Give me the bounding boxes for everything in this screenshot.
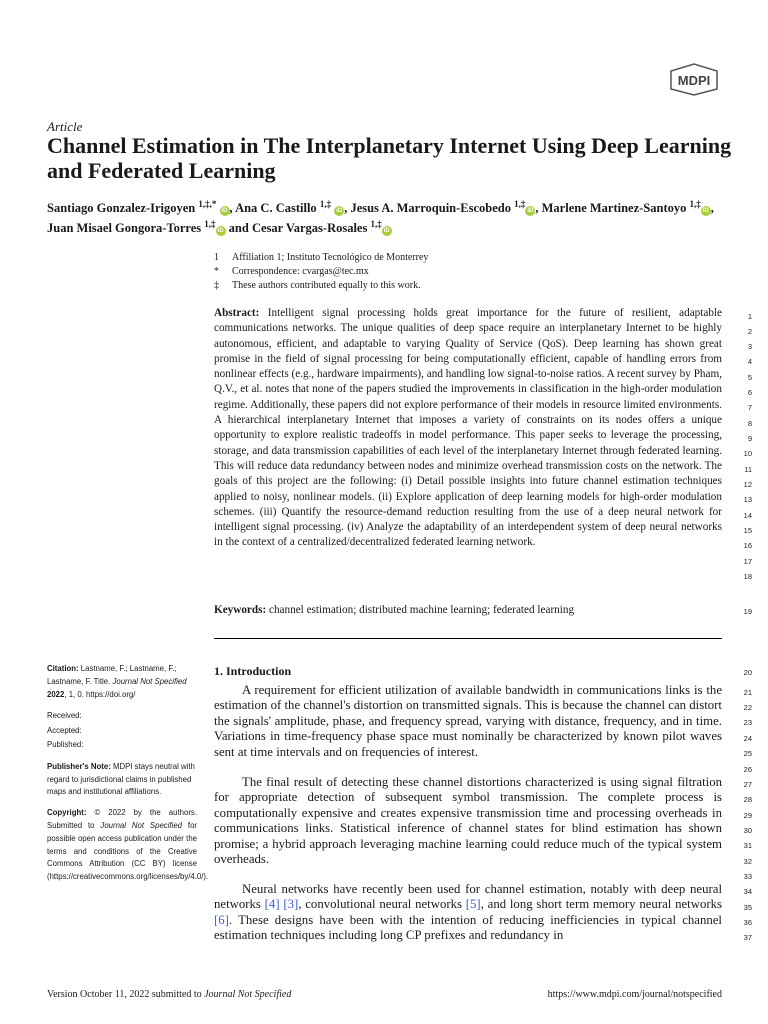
section-divider <box>214 638 722 639</box>
copyright-journal: Journal Not Specified <box>100 821 182 831</box>
footer-version-text: Version October 11, 2022 submitted to <box>47 989 202 1000</box>
correspondence-text: Correspondence: cvargas@tec.mx <box>232 266 369 277</box>
line-number: 8 <box>747 419 752 428</box>
author-name: Juan Misael Gongora-Torres <box>47 221 202 235</box>
copyright-license[interactable]: for possible open access publication under the terms and conditions of the Creative Commons Attribution (CC BY) license (https://creativecommons.org/licenses/by/4.0/). <box>47 821 209 882</box>
abstract-label: Abstract: <box>214 307 260 319</box>
line-number: 19 <box>743 607 752 616</box>
line-number: 32 <box>743 857 752 866</box>
equal-contribution-text: These authors contributed equally to this work. <box>232 280 421 291</box>
copyright-label: Copyright: <box>47 808 87 818</box>
line-number: 10 <box>743 449 752 458</box>
line-number: 29 <box>743 811 752 820</box>
citation-doi[interactable]: , 1, 0. https://doi.org/ <box>64 689 136 699</box>
line-number: 9 <box>747 434 752 443</box>
line-number: 26 <box>743 765 752 774</box>
published-label: Published: <box>47 740 84 750</box>
line-number: 30 <box>743 826 752 835</box>
paragraph-text-segment: , convolutional neural networks <box>298 897 466 912</box>
affiliations <box>214 251 428 293</box>
line-number: 11 <box>744 465 752 474</box>
orcid-icon[interactable]: iD <box>527 208 534 214</box>
author-name: Ana C. Castillo <box>235 201 317 215</box>
publisher-note-text: MDPI stays neutral with regard to jurisdictional claims in published maps and institutional affiliations. <box>47 761 195 797</box>
line-number: 23 <box>743 718 752 727</box>
citation-link[interactable]: [5] <box>465 897 481 912</box>
line-number: 31 <box>743 841 752 850</box>
line-number: 28 <box>743 795 752 804</box>
line-number: 15 <box>743 526 752 535</box>
paragraph-text: A requirement for efficient utilization of available bandwidth in communications links is the estimation of the channel's distortion on transmitted signals. This is because the channel can distort the signals' amplitude, phase, and frequency spread, varying with distance, frequency, and in time. Variations in time-frequency phase space must nominally be characterized by known pilot waves sent at time intervals and on frequencies of interest. <box>214 683 722 759</box>
line-number: 24 <box>743 734 752 743</box>
author-list: Santiago Gonzalez-Irigoyen $^{1,\ddagger,*}$ iD , Ana C. Castillo $^{1,\ddagger}$ iD , Jesus A. Marroquin-Escobedo $^{1,\ddagger}$iD , Marlene Martinez-Santoyo $^{1,\ddagger}$iD , Juan Misael Gongora-Torres $^{1,\ddagger}$iD and Cesar Vargas-Rosales $^{1,\ddagger}$iD <box>47 199 714 235</box>
copyright-text: © 2022 by the authors. Submitted to <box>47 808 197 831</box>
line-number: 22 <box>743 703 752 712</box>
author-name: Jesus A. Marroquin-Escobedo <box>350 201 511 215</box>
intro-paragraph-3 <box>214 882 722 944</box>
affiliation-mark: 1 <box>214 252 219 263</box>
mdpi-logo <box>667 62 721 96</box>
line-number: 6 <box>747 388 752 397</box>
footer-journal-url[interactable]: https://www.mdpi.com/journal/notspecified <box>547 989 722 1000</box>
publisher-note-label: Publisher's Note: <box>47 761 111 771</box>
paragraph-text: The final result of detecting these channel distortions characterized is using signal filtration for appropriate detection of subsequent symbol transmission. The complete process is computationally expensive and creates expensive transmission time and processing overheads in communications links. Statistical inference of channel states for blind estimation has shown promise; a hybrid approach leveraging machine learning could reduce much of the typical system overheads. <box>214 775 722 867</box>
line-number: 16 <box>743 541 752 550</box>
author-name: Santiago Gonzalez-Irigoyen <box>47 201 196 215</box>
line-number: 5 <box>747 373 752 382</box>
line-number: 14 <box>743 511 752 520</box>
paper-title: Channel Estimation in The Interplanetary Internet Using Deep Learning and Federated Learning <box>47 133 732 183</box>
orcid-icon[interactable]: iD <box>336 208 343 214</box>
citation-text: Lastname, F.; Lastname, F.; Lastname, F. Title. <box>47 664 177 686</box>
citation-block <box>47 663 197 701</box>
line-number: 33 <box>743 872 752 881</box>
orcid-icon[interactable]: iD <box>221 208 228 214</box>
line-number: 27 <box>743 780 752 789</box>
keywords-label: Keywords: <box>214 604 267 616</box>
mdpi-logo-text: MDPI <box>677 73 711 88</box>
affiliation-row <box>214 251 428 265</box>
line-number: 35 <box>743 903 752 912</box>
author-name: Marlene Martinez-Santoyo <box>541 201 687 215</box>
paragraph-text-segment: Neural networks have recently been used for channel estimation, notably with deep neural networks <box>214 882 722 912</box>
line-number: 13 <box>743 495 752 504</box>
abstract-text: Intelligent signal processing holds great importance for the future of resilient, adaptable communications networks. The unique qualities of deep space require an interplanetary Internet to be highly autonomous, efficient, and adaptable to varying Quality of Service (QoS). Deep learning has shown great promise in the field of signal processing for being computationally efficient, capable of handling errors from nonlinear effects (e.g., hardware impairments), and handling low signal-to-noise ratios. A recent survey by Pham, Q.V., et al. notes that none of the papers studied the improvements in classification in the high-order modulation regime. Additionally, these papers did not explore performance of their models in resource limited environments. A hierarchical interplanetary Internet that imposes a variety of constraints on its nodes offers a unique opportunity to explore realistic tradeoffs in model performance. This paper seeks to leverage the processing, storage, and data transmission capabilities of each level of the interplanetary Internet through federated learning. This will reduce data redundancy between nodes and minimize overhead transmission costs on the network. The goals of this project are the following: (i) Detail possible insights into future channel estimation techniques applied to noisy, nonlinear models. (ii) Explore application of deep learning models for high-order modulation schemes. (iii) Quantify the resource-demand reduction resulting from the use of a deep neural network for intelligent signal processing. (iv) Analyze the adaptability of an interdependent system of deep neural networks in the context of a centralized/decentralized federated learning network. <box>214 307 723 549</box>
intro-paragraph-2 <box>214 775 722 867</box>
section-heading-introduction: 1. Introduction <box>214 664 292 678</box>
keywords <box>214 604 722 616</box>
received-label: Received: <box>47 711 82 721</box>
line-number: 7 <box>747 403 752 412</box>
line-number: 20 <box>743 668 752 677</box>
line-number: 34 <box>743 887 752 896</box>
orcid-icon[interactable]: iD <box>702 208 709 214</box>
line-number: 36 <box>743 918 752 927</box>
affiliation-mark: * <box>214 266 219 277</box>
intro-paragraph-1 <box>214 683 722 760</box>
author-sup: 1,‡ <box>319 199 332 209</box>
citation-label: Citation: <box>47 664 79 673</box>
author-connector: and <box>228 221 249 235</box>
line-number: 17 <box>743 557 752 566</box>
paragraph-text-segment: , and long short term memory neural networks <box>480 897 722 912</box>
dates-block <box>47 709 197 753</box>
citation-journal: Journal Not Specified <box>112 676 187 686</box>
line-number: 2 <box>747 327 752 336</box>
line-number: 25 <box>743 749 752 758</box>
article-type: Article <box>47 119 83 134</box>
paragraph-text <box>214 882 722 944</box>
line-number: 12 <box>743 480 752 489</box>
orcid-icon[interactable]: iD <box>383 228 390 234</box>
publisher-note-block <box>47 761 197 799</box>
keywords-text: channel estimation; distributed machine learning; federated learning <box>269 604 575 616</box>
author-name: Cesar Vargas-Rosales <box>251 221 368 235</box>
line-number: 18 <box>743 572 752 581</box>
author-sup: 1,‡,* <box>198 199 217 209</box>
author-sup: 1,‡ <box>204 219 216 229</box>
sidebar <box>47 663 209 892</box>
abstract <box>214 306 722 551</box>
paragraph-text-segment: . These designs have been with the intention of reducing inefficiencies in typical channel estimation techniques including long CP prefixes and redundancy in <box>214 912 722 943</box>
author-sup: 1,‡ <box>689 199 701 209</box>
affiliation-row <box>214 279 428 293</box>
affiliation-text: Affiliation 1; Instituto Tecnológico de Monterrey <box>232 252 429 263</box>
line-number: 1 <box>747 312 752 321</box>
footer-version <box>47 989 291 1000</box>
orcid-icon[interactable]: iD <box>217 228 224 234</box>
line-number: 4 <box>747 357 752 366</box>
line-number: 21 <box>743 688 752 697</box>
citation-link[interactable]: [6] <box>214 912 229 927</box>
author-sup: 1,‡ <box>370 219 382 229</box>
affiliation-mark: ‡ <box>214 280 219 291</box>
accepted-label: Accepted: <box>47 725 82 735</box>
citation-year: 2022 <box>47 689 65 699</box>
line-number: 3 <box>747 342 752 351</box>
citation-link[interactable]: [4] <box>264 897 280 912</box>
affiliation-row <box>214 265 428 279</box>
citation-link[interactable]: [3] <box>283 897 299 912</box>
author-sup: 1,‡ <box>514 199 526 209</box>
line-number: 37 <box>743 933 752 942</box>
footer-journal: Journal Not Specified <box>204 989 292 1000</box>
copyright-block <box>47 807 209 884</box>
